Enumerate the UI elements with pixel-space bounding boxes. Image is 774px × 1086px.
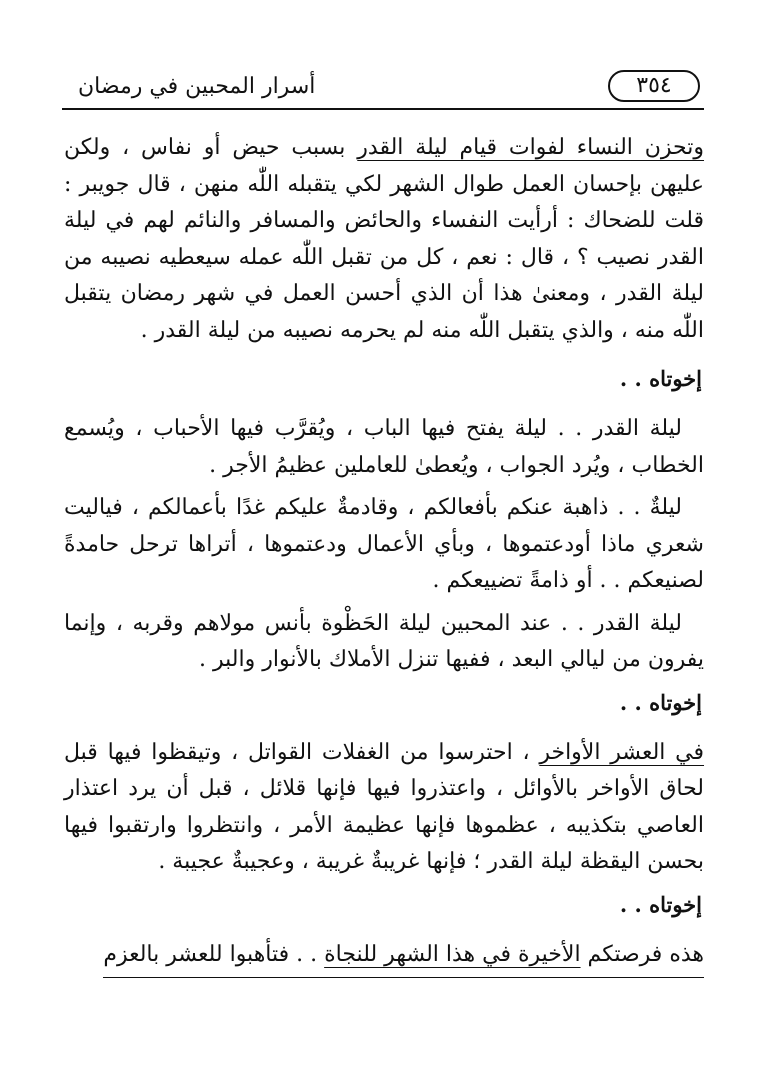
paragraph-lovers-night: ليلة القدر . . عند المحبين ليلة الحَظْوة بأنس مولاهم وقربه ، وإنما يفرون من ليالي البعد ، ففيها تنزل الأملاك بالأنوار والبر .	[64, 610, 704, 672]
page-body	[64, 130, 704, 978]
paragraph-text: . . فتأهبوا للعشر بالعزم	[103, 941, 325, 967]
paragraph-text: هذه فرصتكم	[580, 941, 704, 967]
section-heading: إخوتاه . .	[619, 891, 702, 917]
paragraph-last-chance	[103, 937, 704, 978]
header-rule	[62, 108, 704, 110]
paragraph-women-laylat-al-qadr	[64, 130, 704, 349]
underlined-phrase: وتحزن النساء لفوات قيام ليلة القدر	[357, 135, 705, 160]
underlined-phrase: في العشر الأواخر	[539, 739, 705, 765]
paragraph-text: بسبب حيض أو نفاس ، ولكن عليهن بإحسان العمل طوال الشهر لكي يتقبله اللّٰه منهن ، قال جويبر : قلت للضحاك : أرأيت النفساء والحائض والمسافر والنائم لهم في ليلة القدر نصيب ؟ ، قال : نعم ، كل من تقبل اللّٰه عمله سيعطيه نصيبه من ليلة القدر ، ومعنىٰ هذا أن الذي أحسن العمل في شهر رمضان يتقبل اللّٰه منه ، والذي يتقبل اللّٰه منه لم يحرمه نصيبه من ليلة القدر .	[64, 135, 704, 343]
section-heading: إخوتاه . .	[619, 366, 702, 391]
paragraph-laylat-al-qadr-gate: ليلة القدر . . ليلة يفتح فيها الباب ، ويُقرَّب فيها الأحباب ، ويُسمع الخطاب ، ويُرد الجواب ، ويُعطىٰ للعاملين عظيمُ الأجر .	[64, 416, 704, 478]
paragraph-text: ، احترسوا من الغفلات القواتل ، وتيقظوا فيها قبل لحاق الأواخر بالأوائل ، واعتذروا فيها فإنها قلائل ، قبل أن يرد اعتذار العاصي بتكذيبه ، عظموها فإنها عظيمة الأمر ، وانتظروا وارتقبوا فيها بحسن اليقظة ليلة القدر ؛ فإنها غريبةٌ غريبة ، وعجيبةٌ عجيبة .	[64, 739, 704, 874]
paragraph-night-departing: ليلةٌ . . ذاهبة عنكم بأفعالكم ، وقادمةٌ عليكم غدًا بأعمالكم ، فياليت شعري ماذا أودعتموها ، وبأي الأعمال ودعتموها ، أتراها ترحل حامدةً لصنيعكم . . أو ذامةً تضييعكم .	[64, 495, 704, 593]
underlined-phrase: الأخيرة في هذا الشهر للنجاة	[324, 941, 581, 967]
section-heading: إخوتاه . .	[619, 689, 702, 715]
page-number: ٣٥٤	[608, 70, 700, 102]
running-title: أسرار المحبين في رمضان	[78, 74, 316, 99]
paragraph-last-ten-nights	[64, 735, 704, 881]
page-header	[62, 68, 704, 112]
